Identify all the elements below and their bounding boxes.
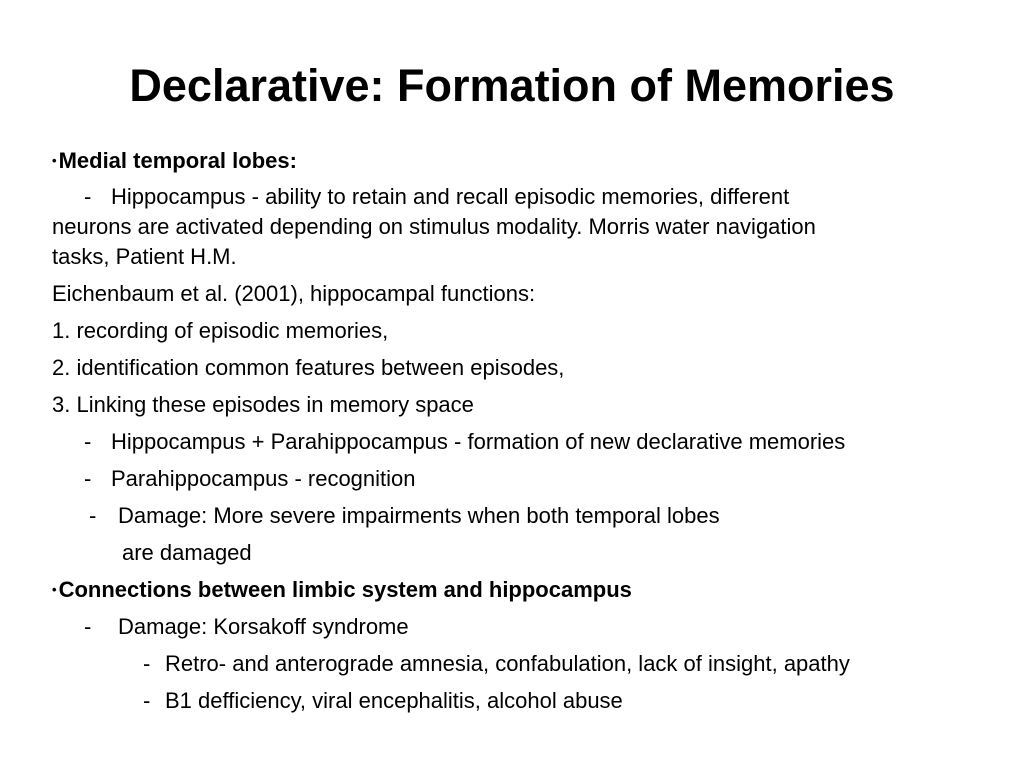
sub-dash: - — [84, 466, 92, 491]
function-item: 1. recording of episodic memories, — [52, 318, 389, 343]
deep-item-causes: B1 defficiency, viral encephalitis, alcohol abuse — [165, 688, 623, 713]
deep-dash: - — [143, 688, 151, 713]
deep-item-symptoms: Retro- and anterograde amnesia, confabulation, lack of insight, apathy — [165, 651, 850, 676]
bullet-medial-temporal — [52, 148, 297, 174]
function-item: 3. Linking these episodes in memory space — [52, 392, 474, 417]
hippocampus-line-2: neurons are activated depending on stimulus modality. Morris water navigation — [52, 214, 816, 239]
sub-item-damage-line-2: are damaged — [122, 540, 252, 565]
function-item: 2. identification common features between episodes, — [52, 355, 565, 380]
hippocampus-dash: - — [84, 184, 92, 209]
bullet-text: Connections between limbic system and hippocampus — [58, 577, 632, 602]
damage-korsakoff: Damage: Korsakoff syndrome — [118, 614, 409, 639]
hippocampus-line-1: Hippocampus - ability to retain and recall episodic memories, different — [111, 184, 790, 209]
bullet-connections — [52, 577, 632, 603]
bullet-icon: • — [52, 582, 57, 597]
bullet-icon: • — [52, 153, 57, 168]
sub-item-recognition: Parahippocampus - recognition — [111, 466, 416, 491]
slide-title: Declarative: Formation of Memories — [129, 60, 895, 111]
hippocampus-line-3: tasks, Patient H.M. — [52, 244, 237, 269]
bullet-text: Medial temporal lobes: — [58, 148, 297, 173]
eichenbaum-line: Eichenbaum et al. (2001), hippocampal functions: — [52, 281, 536, 306]
damage-dash: - — [84, 614, 92, 639]
deep-dash: - — [143, 651, 151, 676]
sub-dash: - — [84, 429, 92, 454]
sub-item-damage-line-1: Damage: More severe impairments when both temporal lobes — [118, 503, 720, 528]
sub-dash: - — [89, 503, 97, 528]
sub-item-formation: Hippocampus + Parahippocampus - formation of new declarative memories — [111, 429, 846, 454]
